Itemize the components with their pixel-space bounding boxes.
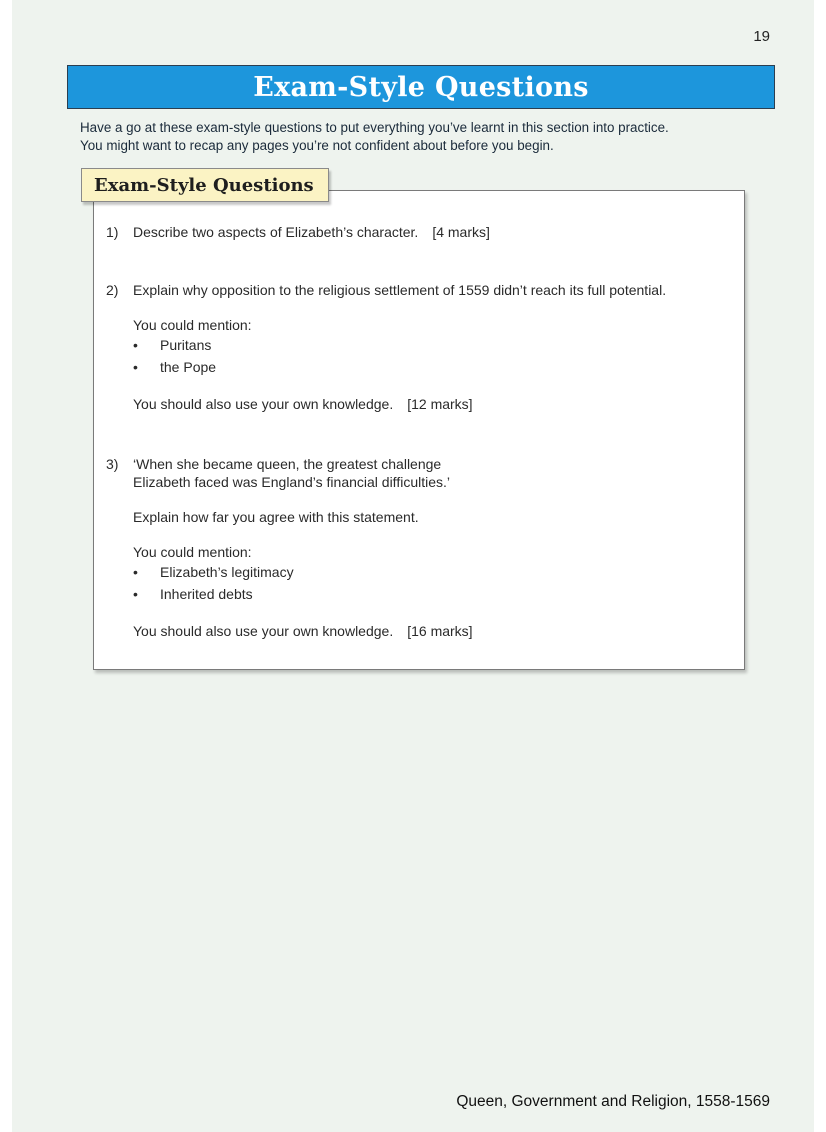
instruction-text: Explain how far you agree with this statement. [133, 509, 419, 525]
quote-line: Elizabeth faced was England’s financial difficulties.’ [133, 474, 451, 490]
list-item: • the Pope [133, 357, 666, 379]
question-text: Explain why opposition to the religious settlement of 1559 didn’t reach its full potential. [133, 282, 667, 298]
marks-label: [12 marks] [407, 396, 473, 412]
quote-line: ‘When she became queen, the greatest challenge [133, 456, 442, 472]
question-2 [106, 281, 666, 413]
intro-line: You might want to recap any pages you’re not confident about before you begin. [80, 138, 554, 153]
closing-text: You should also use your own knowledge. [133, 623, 394, 639]
closing-text: You should also use your own knowledge. [133, 396, 394, 412]
question-number: 2) [106, 282, 119, 298]
question-number: 1) [106, 224, 119, 240]
bullet-icon: • [133, 358, 138, 375]
mention-list [133, 335, 666, 378]
marks-label: [4 marks] [432, 224, 490, 240]
footer-section-title: Queen, Government and Religion, 1558-1569 [456, 1093, 770, 1110]
intro-line: Have a go at these exam-style questions to put everything you’ve learnt in this section into practice. [80, 120, 669, 135]
bullet-icon: • [133, 585, 138, 602]
question-3 [106, 455, 473, 640]
list-item: • Inherited debts [133, 584, 473, 606]
list-item: • Elizabeth’s legitimacy [133, 562, 473, 584]
marks-label: [16 marks] [407, 623, 473, 639]
list-item: • Puritans [133, 335, 666, 357]
questions-tab-label [81, 168, 329, 202]
title-banner [67, 65, 775, 109]
page-title: Exam-Style Questions [253, 71, 589, 103]
question-number: 3) [106, 456, 119, 472]
bullet-icon: • [133, 337, 138, 353]
bullet-icon: • [133, 564, 138, 580]
mention-label: You could mention: [133, 317, 252, 333]
page-number: 19 [753, 28, 770, 45]
tab-title: Exam-Style Questions [94, 174, 314, 196]
question-1 [106, 223, 490, 241]
mention-list [133, 562, 473, 605]
question-text: Describe two aspects of Elizabeth’s character. [133, 224, 419, 240]
mention-label: You could mention: [133, 544, 252, 560]
intro-text [80, 119, 770, 155]
